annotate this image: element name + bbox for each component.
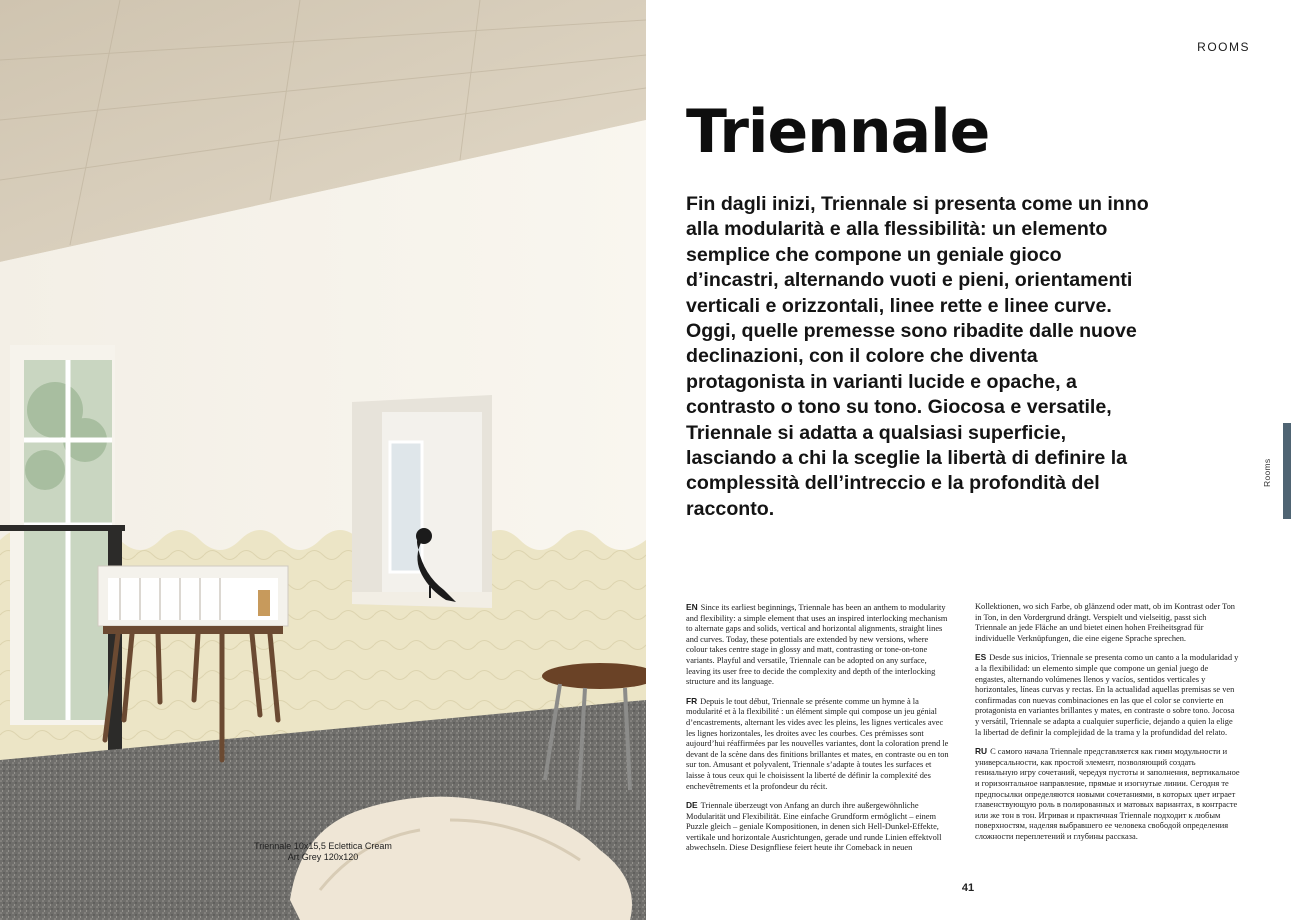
article-title: Triennale — [686, 97, 990, 167]
translation-es — [975, 652, 1240, 738]
translation-fr-text: Depuis le tout début, Triennale se présente comme un hymne à la modularité et à la flexibilité : un élément simple qui compose un jeu génial d’encastrements, alternant les vides avec les pleins, les lignes verticales avec les lignes horizontales, les droites avec les courbes. Ces prémisses sont aujourd’hui réaffirmées par les nouvelles variantes, dont la coloration prend le devant de la scène dans des finitions brillantes et mates, en contraste ou en ton sur ton. Amusant et polyvalent, Triennale s’adapte à toutes les surfaces et laisse à tous ceux qui le choisissent la liberté de définir la complexité des enchevêtrements et la profondeur du récit. — [686, 696, 949, 791]
lang-code-es: ES — [975, 652, 987, 663]
lang-code-ru: RU — [975, 746, 988, 757]
page-number: 41 — [961, 882, 975, 894]
photo-caption — [238, 841, 408, 863]
lang-code-de: DE — [686, 800, 698, 811]
lang-code-en: EN — [686, 602, 698, 612]
translation-ru-text: С самого начала Triennale представляется как гимн модульности и универсальности, как простой элемент, позволяющий создать гениальную игру сочетаний, чередуя пустоты и заполнения, вертикальное и горизонтальное направление, прямые и изогнутые линии. Сегодня те предпосылки определяются новыми сочетаниями, в которых цвет играет главенствующую роль в полированных и матовых вариантах, в контрасте или же тон в тон. Игривая и практичная Triennale подходит к любым поверхностям, наделяя выбравшего ее человека свободой определения сложности переплетений и глубины рассказа. — [975, 747, 1240, 841]
section-label: ROOMS — [1197, 40, 1250, 54]
translation-fr — [686, 696, 951, 792]
translation-de-continued-text: Kollektionen, wo sich Farbe, ob glänzend oder matt, ob im Kontrast oder Ton in Ton, in den Vordergrund drängt. Verspielt und vielseitig, passt sich Triennale an jede Fläche an und bietet einen hohen Freiheitsgrad für individuelle Verknüpfungen, die eine eigene Sprache sprechen. — [975, 602, 1235, 643]
lang-code-fr: FR — [686, 695, 698, 706]
caption-line-1: Triennale 10x15,5 Eclettica Cream — [254, 841, 392, 851]
translation-de-continued — [975, 602, 1240, 644]
caption-line-2: Art Grey 120x120 — [287, 852, 359, 862]
translation-en-text: Since its earliest beginnings, Triennale has been an anthem to modularity and flexibility: a simple element that uses an inspired interlocking mechanism to alternate gaps and solids, vertical and horizontal alignments, straight lines and curves. Today, these potentials are extended by new versions, where colour takes centre stage in glossy and matt, contrasting or tone-on-tone variants. Playful and versatile, Triennale can be adopted on any surface, leaving its user free to decide the complexity and depth of the interlocking structure and its language. — [686, 603, 948, 687]
translation-es-text: Desde sus inicios, Triennale se presenta como un canto a la modularidad y a la flexibilidad: un elemento simple que compone un genial juego de engastes, alternando volúmenes llenos y vacíos, sentidos verticales y horizontales, líneas curvas y rectas. En la actualidad aquellas premisas se ven confirmadas con nuevas combinaciones en las que el color se convierte en protagonista en variantes brillantes y mates, en contraste o sobre tono. Jocosa y versátil, Triennale se adapta a cualquier superficie, dejando a quien la elige la libertad de definir la complejidad de la trama y la profundidad del relato. — [975, 653, 1239, 737]
side-tab-label: Rooms — [1262, 458, 1272, 487]
translation-column-right — [975, 602, 1240, 850]
railing-top — [0, 525, 125, 531]
article-lead: Fin dagli inizi, Triennale si presenta come un inno alla modularità e alla flessibilità: un elemento semplice che compone un geniale gioco d’incastri, alternando vuoti e pieni, orientamenti verticali e orizzontali, linee rette e linee curve. Oggi, quelle premesse sono ribadite dalle nuove declinazioni, con il colore che diventa protagonista in varianti lucide e opache, a contrasto o tono su tono. Giocosa e versatile, Triennale si adatta a qualsiasi superficie, lasciando a chi la sceglie la libertà di definire la complessità dell’intreccio e la profondità del racconto. — [686, 193, 1149, 520]
translation-de — [686, 800, 951, 854]
translation-de-text: Triennale überzeugt von Anfang an durch ihre außergewöhnliche Modularität und Flexibilität. Eine einfache Grundform ermöglicht – einem Puzzle gleich – geniale Kompositionen, in denen sich Hell-Dunkel-Effekte, vertikale und horizontale Ausrichtungen, gerade und runde Linien effektvoll abwechseln. Diese Designfliese feiert heute ihr Comeback in neuen — [686, 801, 942, 853]
translation-ru — [975, 746, 1240, 842]
translation-column-left — [686, 602, 951, 862]
translation-en — [686, 602, 951, 688]
side-tab-marker — [1283, 423, 1291, 519]
